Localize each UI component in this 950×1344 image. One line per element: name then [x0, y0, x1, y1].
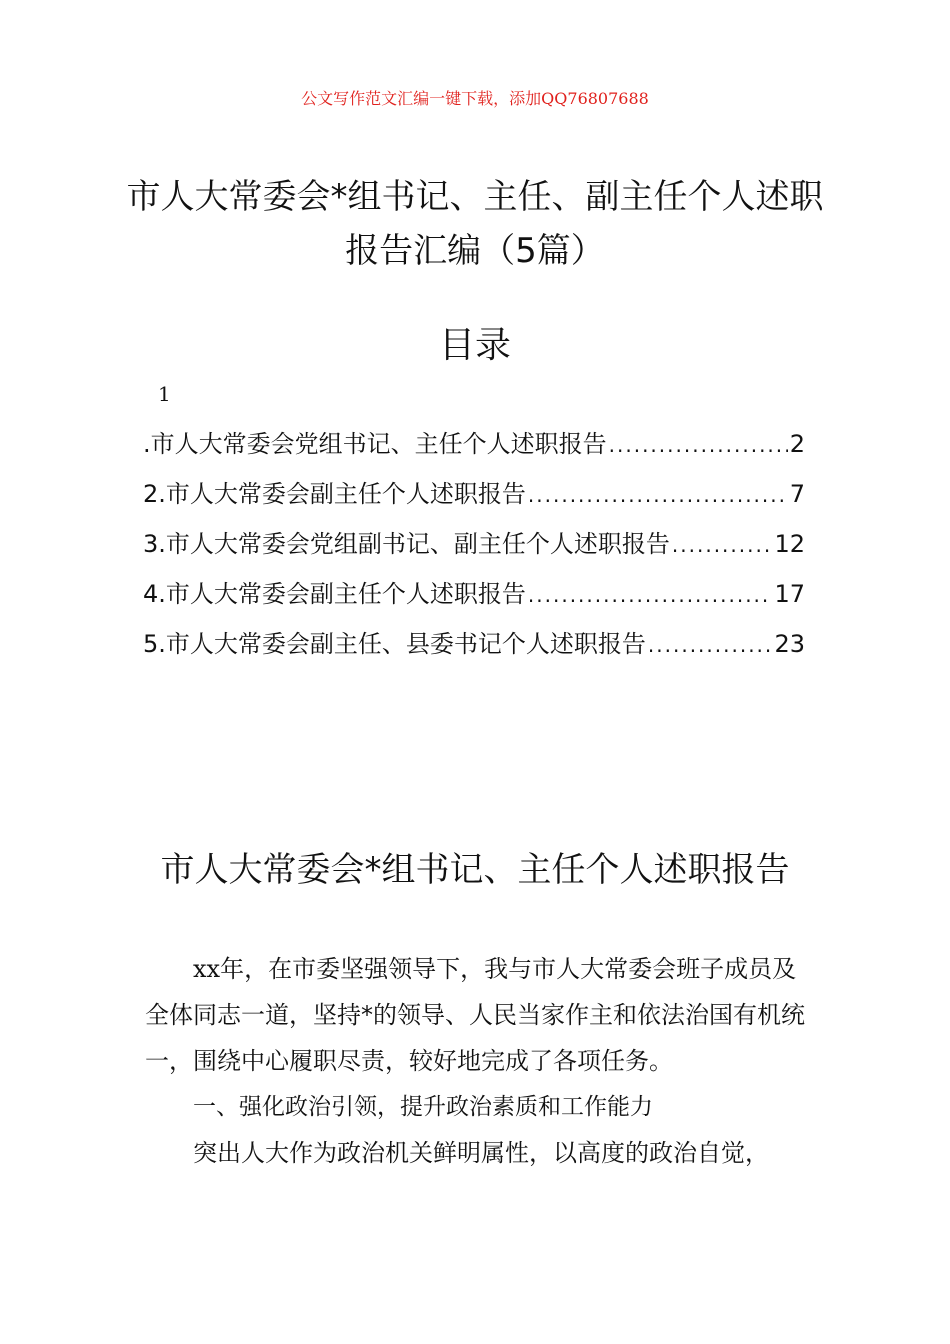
toc-leader-dots [528, 573, 773, 617]
toc-entry-title: 2.市人大常委会副主任个人述职报告 [143, 480, 526, 508]
toc-leader-dots [672, 523, 773, 567]
toc-leader-dots [609, 423, 788, 467]
body-paragraph: 突出人大作为政治机关鲜明属性，以高度的政治自觉， [193, 1139, 769, 1167]
toc-entry[interactable] [143, 572, 805, 622]
toc-leader-dots [648, 623, 773, 667]
toc-entry-page: 2 [789, 430, 805, 458]
toc-entry-page: 23 [774, 630, 805, 658]
toc-entry-title: 3.市人大常委会党组副书记、副主任个人述职报告 [143, 530, 670, 558]
document-title: 市人大常委会*组书记、主任、副主任个人述职报告汇编（5篇） [126, 177, 824, 271]
toc-entry-page: 12 [774, 530, 805, 558]
toc-entry-title: 5.市人大常委会副主任、县委书记个人述职报告 [143, 630, 646, 658]
toc-heading: 目录 [438, 325, 511, 366]
section-title: 市人大常委会*组书记、主任个人述职报告 [160, 850, 790, 890]
toc-entry-title: .市人大常委会党组书记、主任个人述职报告 [143, 430, 607, 458]
toc-entry[interactable] [143, 622, 805, 672]
toc-entry-page: 17 [774, 580, 805, 608]
toc-leader-dots [528, 473, 788, 517]
toc-entry[interactable] [143, 522, 805, 572]
toc-entry[interactable] [143, 472, 805, 522]
download-promo-note: 公文写作范文汇编一键下载，添加QQ76807688 [301, 89, 649, 108]
body-paragraph [145, 946, 815, 1084]
intro-year: xx [193, 955, 221, 983]
toc-entry[interactable] [143, 422, 805, 472]
toc-entry-page: 7 [789, 480, 805, 508]
section-body [145, 946, 815, 1176]
toc-entry-title: 4.市人大常委会副主任个人述职报告 [143, 580, 526, 608]
intro-text: 年，在市委坚强领导下，我与市人大常委会班子成员及全体同志一道，坚持*的领导、人民当家作主和依法治国有机统一，围绕中心履职尽责，较好地完成了各项任务。 [145, 955, 805, 1075]
toc-entry-number: 1 [158, 382, 171, 406]
subsection-heading: 一、强化政治引领，提升政治素质和工作能力 [193, 1094, 653, 1120]
table-of-contents [143, 422, 805, 672]
